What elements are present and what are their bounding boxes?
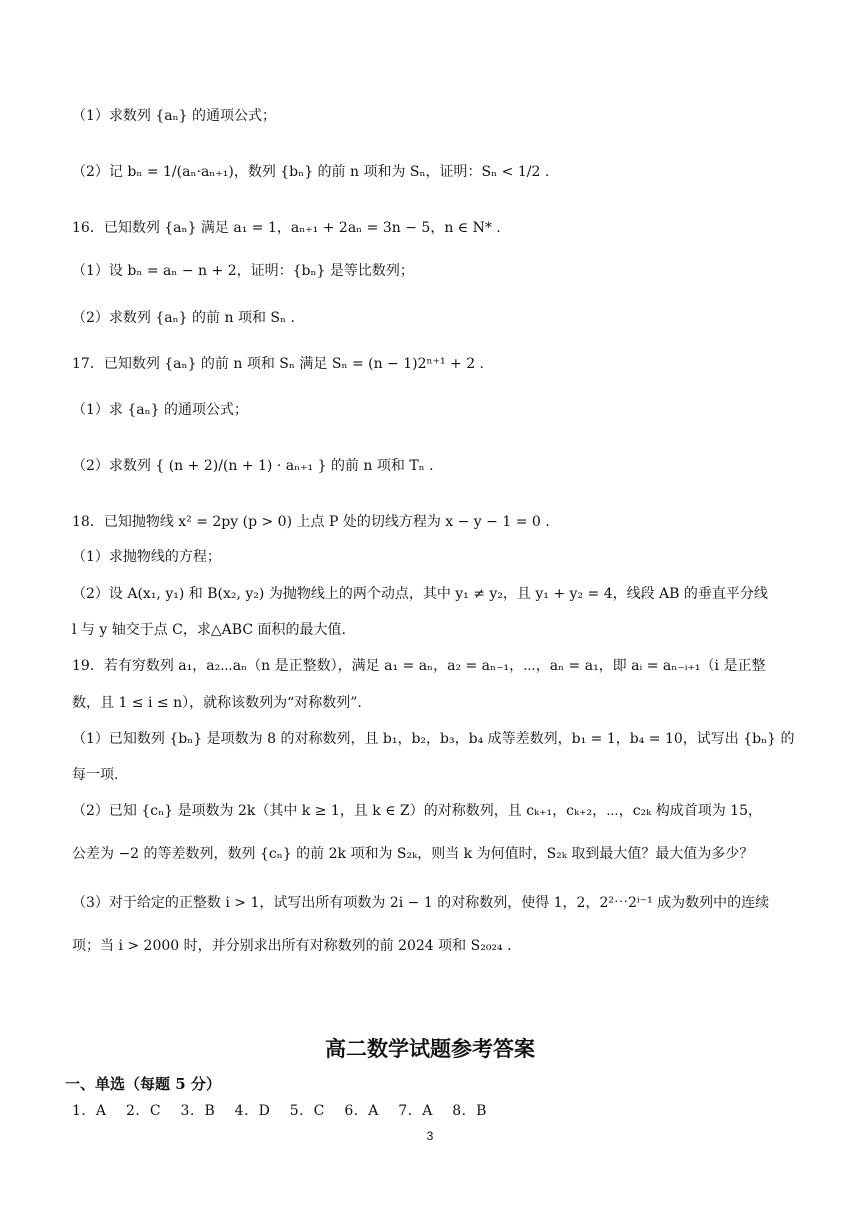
text-line: 16．已知数列 {aₙ} 满足 a₁ = 1，aₙ₊₁ + 2aₙ = 3n − 5，n ∈ N* . bbox=[72, 220, 501, 236]
text-line: （1）设 bₙ = aₙ − n + 2，证明：{bₙ} 是等比数列； bbox=[72, 263, 414, 279]
section-heading: 一、单选（每题 5 分） bbox=[65, 1075, 221, 1093]
text-line: （2）记 bₙ = 1/(aₙ·aₙ₊₁)，数列 {bₙ} 的前 n 项和为 Sₙ，证明：Sₙ < 1/2 . bbox=[72, 164, 550, 180]
text-line: （1）求数列 {aₙ} 的通项公式； bbox=[72, 108, 277, 124]
text-line: （2）求数列 { (n + 2)/(n + 1) · aₙ₊₁ } 的前 n 项和 Tₙ . bbox=[72, 458, 434, 474]
text-line: 17．已知数列 {aₙ} 的前 n 项和 Sₙ 满足 Sₙ = (n − 1)2ⁿ⁺¹ + 2 . bbox=[72, 356, 485, 372]
text-line: 数，且 1 ≤ i ≤ n），就称该数列为“对称数列”. bbox=[72, 695, 362, 711]
text-line: （1）已知数列 {bₙ} 是项数为 8 的对称数列，且 b₁，b₂，b₃，b₄ 成等差数列，b₁ = 1，b₄ = 10，试写出 {bₙ} 的 bbox=[72, 731, 795, 747]
text-line: （2）求数列 {aₙ} 的前 n 项和 Sₙ . bbox=[72, 310, 295, 326]
text-line: 每一项. bbox=[72, 767, 119, 783]
answer-title: 高二数学试题参考答案 bbox=[325, 1036, 535, 1061]
text-line: （3）对于给定的正整数 i > 1，试写出所有项数为 2i − 1 的对称数列，使得 1，2，2²⋯2ⁱ⁻¹ 成为数列中的连续 bbox=[72, 895, 770, 911]
text-line: l 与 y 轴交于点 C，求△ABC 面积的最大值. bbox=[72, 622, 346, 638]
text-line: 项；当 i > 2000 时，并分别求出所有对称数列的前 2024 项和 S₂₀₂₄ . bbox=[72, 938, 512, 954]
answer-list: 1．A 2．C 3．B 4．D 5．C 6．A 7．A 8．B bbox=[72, 1103, 487, 1119]
text-line: （1）求 {aₙ} 的通项公式； bbox=[72, 402, 249, 418]
text-line: 公差为 −2 的等差数列，数列 {cₙ} 的前 2k 项和为 S₂ₖ，则当 k 为何值时，S₂ₖ 取到最大值？最大值为多少？ bbox=[72, 846, 754, 862]
text-line: （2）设 A(x₁, y₁) 和 B(x₂, y₂) 为抛物线上的两个动点，其中 y₁ ≠ y₂，且 y₁ + y₂ = 4，线段 AB 的垂直平分线 bbox=[72, 586, 768, 602]
text-line: （2）已知 {cₙ} 是项数为 2k（其中 k ≥ 1，且 k ∈ Z）的对称数列，且 cₖ₊₁，cₖ₊₂，⋯，c₂ₖ 构成首项为 15， bbox=[72, 803, 762, 819]
text-line: 18．已知抛物线 x² = 2py (p > 0) 上点 P 处的切线方程为 x − y − 1 = 0 . bbox=[72, 514, 550, 530]
text-line: （1）求抛物线的方程； bbox=[72, 549, 221, 565]
text-line: 19．若有穷数列 a₁，a₂⋯aₙ（n 是正整数），满足 a₁ = aₙ，a₂ = aₙ₋₁，⋯，aₙ = a₁，即 aᵢ = aₙ₋ᵢ₊₁（i 是正整 bbox=[72, 658, 766, 674]
page-number: 3 bbox=[426, 1129, 434, 1143]
